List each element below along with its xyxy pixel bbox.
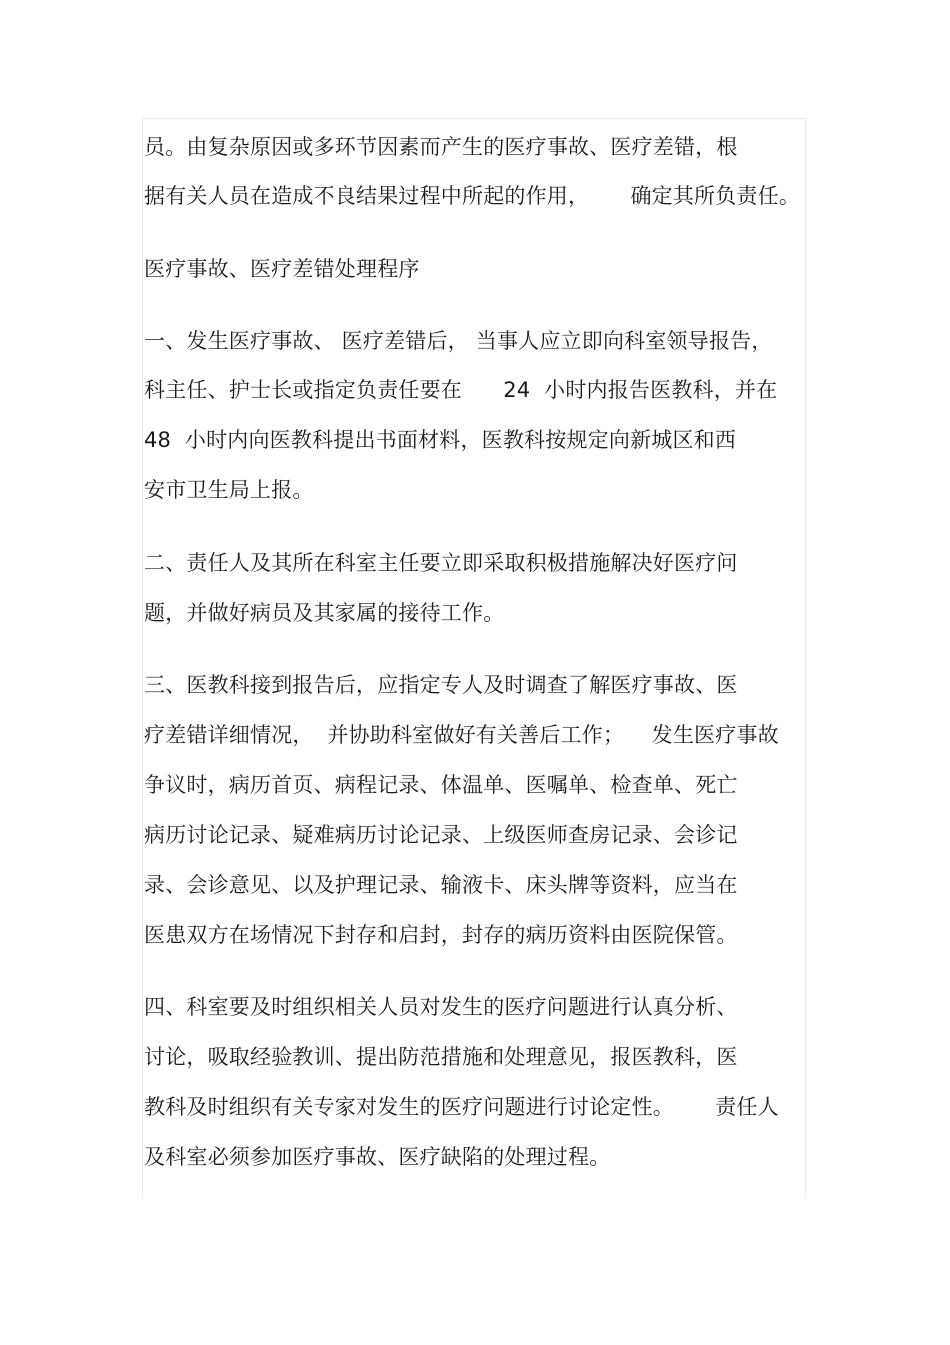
text-line: 员。由复杂原因或多环节因素而产生的医疗事故、医疗差错，根 [144, 135, 738, 159]
text-line: 科主任、护士长或指定负责任要在 24 小时内报告医教科，并在 [144, 378, 778, 402]
text-line: 及科室必须参加医疗事故、医疗缺陷的处理过程。 [144, 1145, 611, 1169]
text-line: 病历讨论记录、疑难病历讨论记录、上级医师查房记录、会诊记 [144, 823, 738, 847]
section-heading: 医疗事故、医疗差错处理程序 [144, 257, 420, 281]
text-line: 教科及时组织有关专家对发生的医疗问题进行讨论定性。 责任人 [144, 1095, 779, 1119]
text-line: 争议时，病历首页、病程记录、体温单、医嘱单、检查单、死亡 [144, 773, 738, 797]
text-line: 三、医教科接到报告后，应指定专人及时调查了解医疗事故、医 [144, 673, 738, 697]
text-line: 据有关人员在造成不良结果过程中所起的作用， 确定其所负责任。 [144, 184, 801, 208]
text-line: 一、发生医疗事故、 医疗差错后， 当事人应立即向科室领导报告， [144, 329, 773, 353]
text-line: 二、责任人及其所在科室主任要立即采取积极措施解决好医疗问 [144, 551, 738, 575]
text-line: 录、会诊意见、以及护理记录、输液卡、床头牌等资料，应当在 [144, 873, 738, 897]
text-line: 题，并做好病员及其家属的接待工作。 [144, 601, 505, 625]
text-line: 安市卫生局上报。 [144, 478, 314, 502]
text-line: 48 小时内向医教科提出书面材料，医教科按规定向新城区和西 [144, 428, 737, 452]
text-line: 疗差错详细情况， 并协助科室做好有关善后工作； 发生医疗事故 [144, 723, 779, 747]
text-line: 讨论，吸取经验教训、提出防范措施和处理意见，报医教科，医 [144, 1045, 738, 1069]
text-line: 四、科室要及时组织相关人员对发生的医疗问题进行认真分析、 [144, 995, 738, 1019]
text-line: 医患双方在场情况下封存和启封，封存的病历资料由医院保管。 [144, 923, 738, 947]
